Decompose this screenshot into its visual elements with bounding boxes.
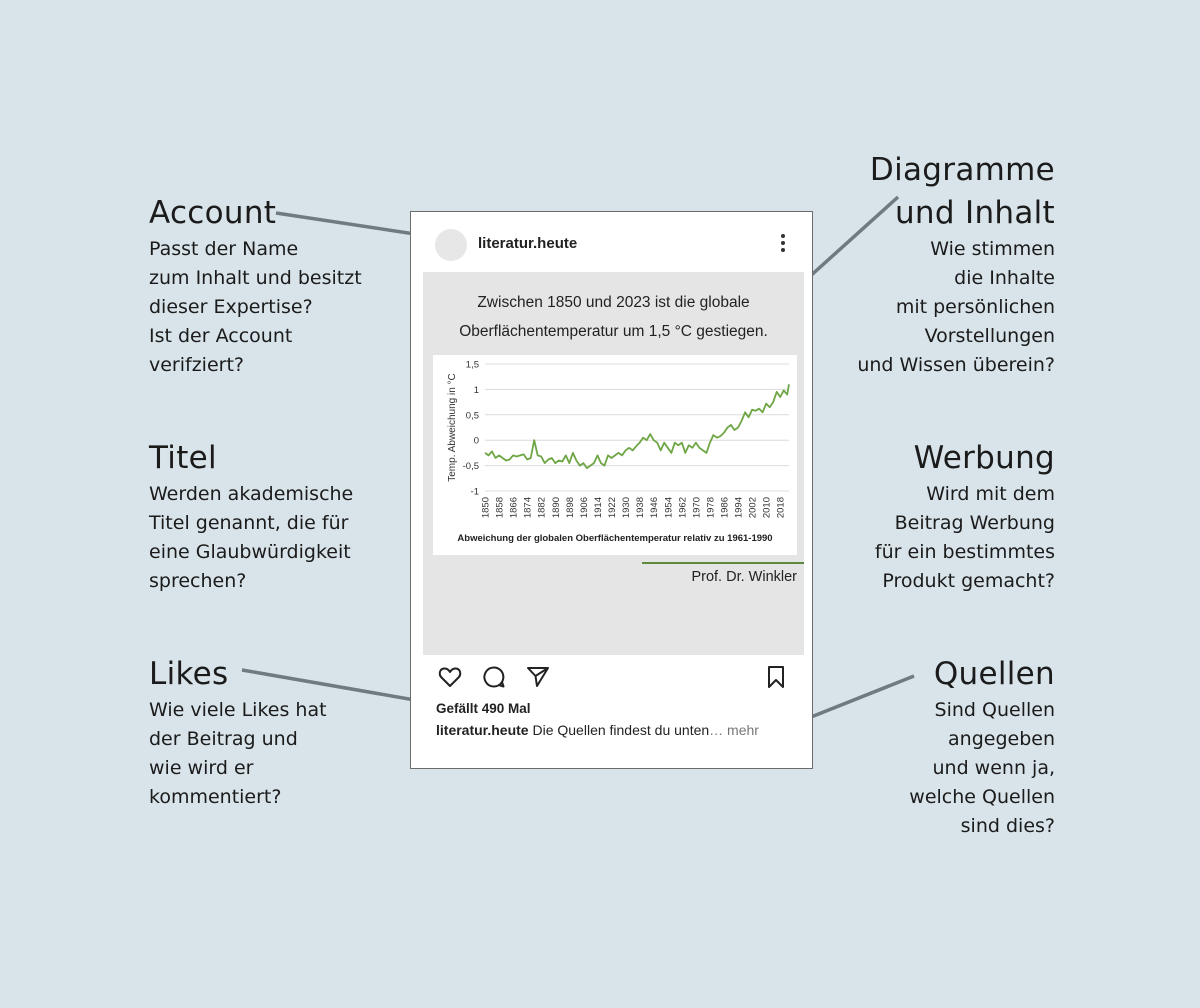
comment-icon[interactable]: [481, 664, 507, 690]
annotation-line: Titel genannt, die für: [149, 512, 349, 534]
x-tick-label: 1874: [522, 497, 534, 519]
chart-card: [433, 355, 797, 555]
x-tick-label: 1946: [649, 497, 661, 519]
x-tick-label: 1938: [635, 497, 647, 519]
annotation-line: der Beitrag und: [149, 728, 298, 750]
annotation-werbung-heading: Werbung: [913, 440, 1055, 476]
y-tick-label: -0,5: [462, 461, 479, 473]
y-tick-label: 1: [473, 384, 479, 396]
annotation-line: mit persönlichen: [895, 296, 1055, 318]
x-tick-label: 1882: [536, 497, 548, 519]
x-tick-label: 1930: [621, 497, 633, 519]
annotation-line: angegeben: [948, 728, 1055, 750]
post-image: [423, 272, 804, 655]
annotation-line: Wird mit dem: [926, 483, 1055, 505]
x-tick-label: 2010: [761, 497, 773, 519]
annotation-quellen: [909, 653, 1055, 841]
annotation-line: Passt der Name: [149, 238, 299, 260]
y-tick-label: -1: [470, 486, 479, 498]
annotation-titel: [149, 437, 353, 596]
x-tick-label: 1986: [719, 497, 731, 519]
x-tick-label: 1850: [480, 497, 492, 519]
more-vertical-icon[interactable]: [780, 234, 786, 254]
annotation-line: sind dies?: [960, 815, 1055, 837]
annotation-likes: [149, 653, 327, 812]
y-tick-label: 0: [473, 435, 479, 447]
annotation-quellen-heading: Quellen: [933, 656, 1055, 692]
annotation-line: Produkt gemacht?: [882, 570, 1055, 592]
annotation-line: dieser Expertise?: [149, 296, 313, 318]
annotation-line: zum Inhalt und besitzt: [149, 267, 362, 289]
annotation-likes-text: [149, 696, 327, 812]
annotation-heading-line: und Inhalt: [894, 195, 1055, 231]
bookmark-icon[interactable]: [763, 664, 789, 690]
caption-text: Die Quellen findest du unten: [528, 722, 710, 738]
x-tick-label: 1922: [607, 497, 619, 519]
annotation-account-heading: Account: [149, 195, 277, 231]
x-tick-label: 2002: [747, 497, 759, 519]
annotation-werbung-text: [875, 480, 1055, 596]
annotation-line: für ein bestimmtes: [874, 541, 1055, 563]
annotation-line: Wie viele Likes hat: [149, 699, 327, 721]
likes-count[interactable]: Gefällt 490 Mal: [436, 701, 531, 716]
x-tick-label: 1906: [578, 497, 590, 519]
x-tick-label: 1858: [494, 497, 506, 519]
post-author: Prof. Dr. Winkler: [691, 569, 797, 585]
annotation-line: verifziert?: [149, 354, 244, 376]
annotation-heading-line: Diagramme: [869, 152, 1055, 188]
annotation-line: Sind Quellen: [934, 699, 1055, 721]
annotation-line: Werden akademische: [149, 483, 354, 505]
annotation-diagramme-text: [857, 235, 1055, 380]
x-tick-label: 1866: [508, 497, 520, 519]
author-rule: [642, 562, 804, 564]
avatar[interactable]: [435, 229, 467, 261]
post-headline-line2: Oberflächentemperatur um 1,5 °C gestiegen.: [459, 323, 768, 340]
temperature-chart: [433, 355, 797, 555]
chart-caption: Abweichung der globalen Oberflächentemperatur relativ zu 1961-1990: [457, 533, 773, 544]
annotation-account: [149, 192, 362, 380]
post-mockup: [410, 211, 813, 769]
x-tick-label: 2018: [775, 497, 787, 519]
annotation-diagramme: [857, 149, 1055, 380]
annotation-account-text: [149, 235, 362, 380]
annotation-line: eine Glaubwürdigkeit: [149, 541, 351, 563]
y-tick-label: 1,5: [465, 359, 479, 371]
annotation-diagramme-heading: [857, 149, 1055, 235]
post-caption: [436, 722, 759, 738]
x-tick-label: 1970: [691, 497, 703, 519]
x-tick-label: 1890: [550, 497, 562, 519]
x-tick-label: 1978: [705, 497, 717, 519]
x-tick-label: 1954: [663, 497, 675, 519]
annotation-likes-heading: Likes: [149, 656, 229, 692]
annotation-line: sprechen?: [149, 570, 247, 592]
x-tick-label: 1962: [677, 497, 689, 519]
annotation-line: Vorstellungen: [924, 325, 1055, 347]
annotation-titel-heading: Titel: [149, 440, 217, 476]
x-tick-label: 1898: [564, 497, 576, 519]
y-tick-label: 0,5: [465, 410, 479, 422]
annotation-line: Ist der Account: [149, 325, 293, 347]
annotation-titel-text: [149, 480, 353, 596]
annotation-line: Wie stimmen: [930, 238, 1055, 260]
temperature-series-line: [485, 384, 789, 468]
post-actions: [411, 664, 812, 694]
annotation-line: und Wissen überein?: [857, 354, 1055, 376]
send-icon[interactable]: [525, 664, 551, 690]
x-tick-label: 1994: [733, 497, 745, 519]
caption-username[interactable]: literatur.heute: [436, 722, 529, 738]
annotation-line: und wenn ja,: [932, 757, 1055, 779]
more-link[interactable]: … mehr: [709, 722, 759, 738]
post-headline-line1: Zwischen 1850 und 2023 ist die globale: [477, 294, 750, 311]
post-username[interactable]: literatur.heute: [478, 235, 578, 252]
post-header: [411, 212, 812, 270]
annotation-line: Beitrag Werbung: [894, 512, 1055, 534]
annotation-line: welche Quellen: [909, 786, 1055, 808]
annotation-line: wie wird er: [149, 757, 254, 779]
annotation-line: die Inhalte: [954, 267, 1055, 289]
annotation-quellen-text: [909, 696, 1055, 841]
annotation-werbung: [875, 437, 1055, 596]
y-axis-label: Temp. Abweichung in °C: [447, 373, 458, 482]
annotation-line: kommentiert?: [149, 786, 282, 808]
x-tick-label: 1914: [592, 497, 604, 519]
heart-icon[interactable]: [437, 664, 463, 690]
